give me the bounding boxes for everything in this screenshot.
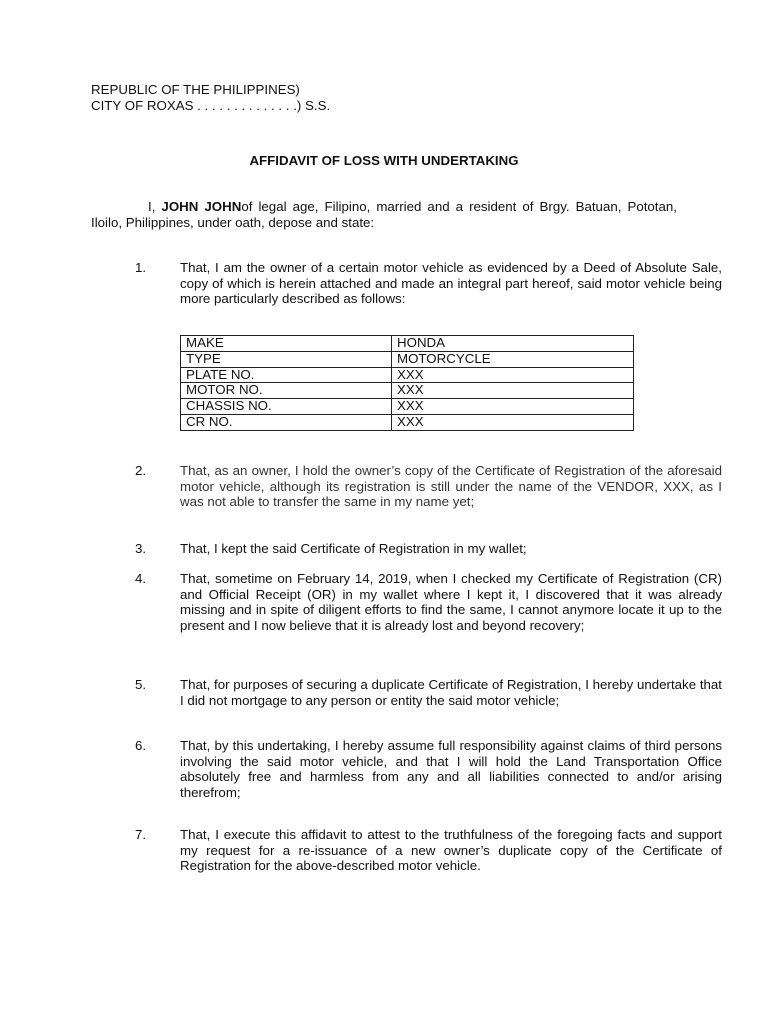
row-value: HONDA	[392, 336, 634, 352]
row-label: MAKE	[181, 336, 392, 352]
paragraph-number: 1.	[135, 260, 147, 275]
venue-republic: REPUBLIC OF THE PHILIPPINES)	[91, 82, 300, 97]
venue-city: CITY OF ROXAS . . . . . . . . . . . . . .) S.S.	[91, 97, 331, 113]
row-value: MOTORCYCLE	[392, 351, 634, 367]
paragraph-text: That, for purposes of securing a duplicate Certificate of Registration, I hereby undertake that I did not mortgage to any person or entity the said motor vehicle;	[180, 677, 722, 708]
table-row	[181, 399, 634, 415]
paragraph-text: That, sometime on February 14, 2019, when I checked my Certificate of Registration (CR) and Official Receipt (OR) in my wallet where I kept it, I discovered that it was already missing and in spite of diligent efforts to find the same, I cannot anymore locate it up to the present and I now believe that it is already lost and beyond recovery;	[180, 571, 722, 633]
row-value: XXX	[392, 367, 634, 383]
row-label: CHASSIS NO.	[181, 399, 392, 415]
paragraph-text: That, as an owner, I hold the owner’s copy of the Certificate of Registration of the aforesaid motor vehicle, although its registration is still under the name of the VENDOR, XXX, as I was not able to transfer the same in my name yet;	[180, 463, 722, 510]
paragraph-text: That, I kept the said Certificate of Registration in my wallet;	[180, 541, 527, 556]
table-row	[181, 383, 634, 399]
intro-paragraph	[91, 199, 677, 230]
paragraph-number: 4.	[135, 571, 147, 586]
table-row	[181, 336, 634, 352]
paragraph-text: That, by this undertaking, I hereby assume full responsibility against claims of third persons involving the said motor vehicle, and that I will hold the Land Transportation Office absolutely free and harmless from any and all liabilities connected to and/or arising therefrom;	[180, 738, 722, 800]
paragraph-number: 3.	[135, 541, 147, 556]
row-label: PLATE NO.	[181, 367, 392, 383]
venue-header	[91, 82, 491, 113]
row-value: XXX	[392, 399, 634, 415]
row-label: MOTOR NO.	[181, 383, 392, 399]
table-row	[181, 351, 634, 367]
row-label: TYPE	[181, 351, 392, 367]
paragraph-number: 7.	[135, 827, 147, 842]
paragraph-number: 2.	[135, 463, 147, 478]
table-row	[181, 367, 634, 383]
paragraph-text: That, I am the owner of a certain motor vehicle as evidenced by a Deed of Absolute Sale, copy of which is herein attached and made an integral part hereof, said motor vehicle being more particularly described as follows:	[180, 260, 722, 307]
document-title: AFFIDAVIT OF LOSS WITH UNDERTAKING	[249, 153, 519, 168]
paragraph-text: That, I execute this affidavit to attest to the truthfulness of the foregoing facts and support my request for a re-issuance of a new owner’s duplicate copy of the Certificate of Registration for the above-described motor vehicle.	[180, 827, 722, 874]
vehicle-details-table	[180, 335, 634, 431]
row-value: XXX	[392, 414, 634, 430]
row-label: CR NO.	[181, 414, 392, 430]
row-value: XXX	[392, 383, 634, 399]
affiant-name: JOHN JOHN	[161, 199, 242, 214]
intro-text: of legal age, Filipino, married and a resident of Brgy. Batuan, Pototan, Iloilo, Philippines, under oath, depose and state:	[91, 199, 677, 230]
paragraph-number: 6.	[135, 738, 147, 753]
table-row	[181, 414, 634, 430]
intro-prefix: I,	[148, 199, 162, 214]
paragraph-number: 5.	[135, 677, 147, 692]
